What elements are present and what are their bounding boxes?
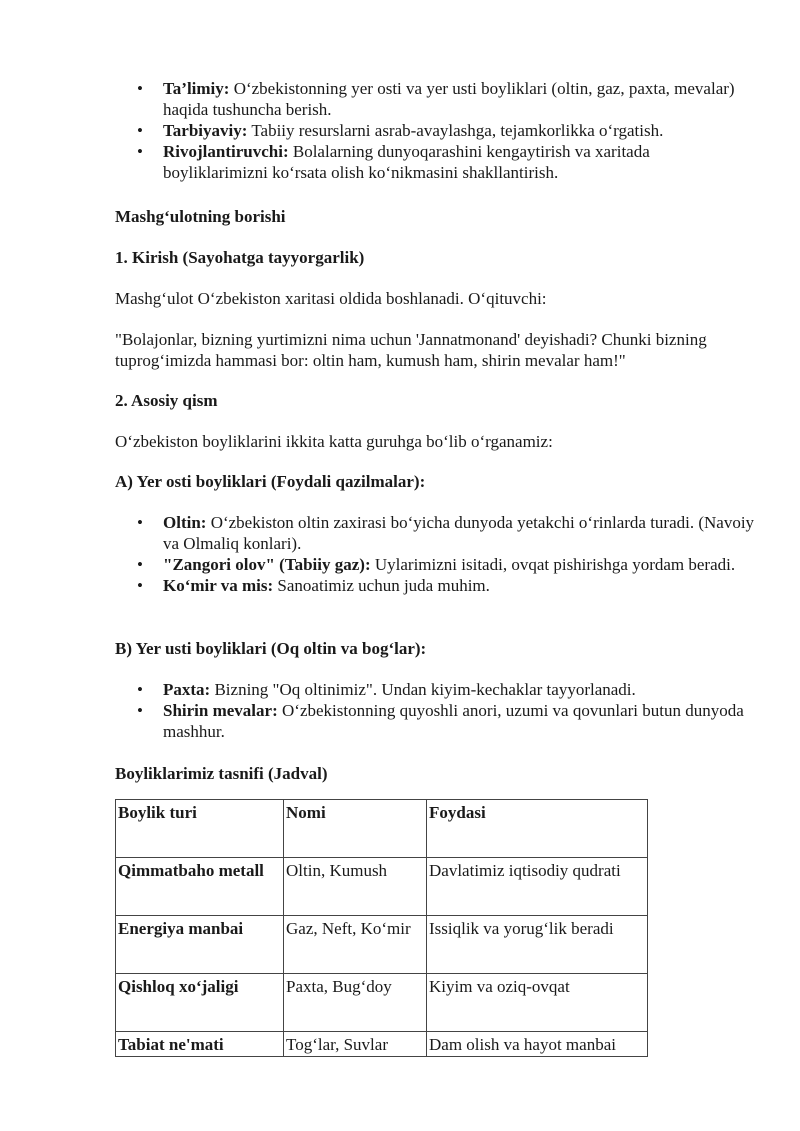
list-item — [115, 78, 755, 120]
group-b-heading: B) Yer usti boyliklari (Oq oltin va bog‘lar): — [115, 639, 427, 658]
table-cell: Qimmatbaho metall — [116, 858, 284, 916]
item-label: Paxta: — [163, 680, 211, 699]
item-text: Sanoatimiz uchun juda muhim. — [273, 576, 490, 595]
group-a-heading: A) Yer osti boyliklari (Foydali qazilmalar): — [115, 472, 426, 491]
item-text: Uylarimizni isitadi, ovqat pishirishga yordam beradi. — [370, 555, 736, 574]
table-cell: Issiqlik va yorug‘lik beradi — [427, 916, 648, 974]
item-label: Ta’limiy: — [163, 79, 230, 98]
table-header-cell: Foydasi — [427, 800, 648, 858]
section1-intro: Mashg‘ulot O‘zbekiston xaritasi oldida boshlanadi. O‘qituvchi: — [115, 289, 547, 308]
table-cell: Dam olish va hayot manbai — [427, 1032, 648, 1057]
table-cell: Oltin, Kumush — [284, 858, 427, 916]
table-title: Boyliklarimiz tasnifi (Jadval) — [115, 764, 328, 783]
table-row — [116, 974, 648, 1032]
item-text: Bizning "Oq oltinimiz". Undan kiyim-kechaklar tayyorlanadi. — [210, 680, 636, 699]
list-item — [115, 679, 755, 700]
item-text: O‘zbekiston oltin zaxirasi bo‘yicha dunyoda yetakchi o‘rinlarda turadi. (Navoiy va Olmaliq konlari). — [163, 513, 755, 553]
item-label: Oltin: — [163, 513, 207, 532]
item-text: O‘zbekistonning yer osti va yer usti boyliklari (oltin, gaz, paxta, mevalar) haqida tushuncha berish. — [163, 79, 735, 119]
section2-intro: O‘zbekiston boyliklarini ikkita katta guruhga bo‘lib o‘rganamiz: — [115, 432, 553, 451]
group-a-list — [115, 512, 760, 596]
section1-heading: 1. Kirish (Sayohatga tayyorgarlik) — [115, 248, 365, 267]
table-cell: Davlatimiz iqtisodiy qudrati — [427, 858, 648, 916]
table-row — [116, 916, 648, 974]
list-item — [115, 700, 755, 742]
table-cell: Gaz, Neft, Ko‘mir — [284, 916, 427, 974]
list-item — [115, 554, 760, 575]
table-cell: Energiya manbai — [116, 916, 284, 974]
lesson-heading: Mashg‘ulotning borishi — [115, 207, 286, 226]
group-b-list — [115, 679, 755, 742]
item-text: O‘zbekistonning quyoshli anori, uzumi va qovunlari butun dunyoda mashhur. — [163, 701, 744, 741]
table-row — [116, 1032, 648, 1057]
table-header-cell: Nomi — [284, 800, 427, 858]
table-cell: Paxta, Bug‘doy — [284, 974, 427, 1032]
item-label: "Zangori olov" (Tabiiy gaz): — [163, 555, 371, 574]
list-item — [115, 120, 755, 141]
table-cell: Tabiat ne'mati — [116, 1032, 284, 1057]
table-row — [116, 858, 648, 916]
section1-quote: "Bolajonlar, bizning yurtimizni nima uchun 'Jannatmonand' deyishadi? Chunki bizning tuprog‘imizda hammasi bor: oltin ham, kumush ham, shirin mevalar ham!" — [115, 330, 707, 370]
table-header-cell: Boylik turi — [116, 800, 284, 858]
item-text: Tabiiy resurslarni asrab-avaylashga, tejamkorlikka o‘rgatish. — [247, 121, 664, 140]
table-header-row — [116, 800, 648, 858]
section2-heading: 2. Asosiy qism — [115, 391, 218, 410]
table-cell: Qishloq xo‘jaligi — [116, 974, 284, 1032]
list-item — [115, 512, 760, 554]
table-cell: Tog‘lar, Suvlar — [284, 1032, 427, 1057]
objectives-list — [115, 78, 755, 183]
table-cell: Kiyim va oziq-ovqat — [427, 974, 648, 1032]
item-label: Shirin mevalar: — [163, 701, 278, 720]
item-text: Bolalarning dunyoqarashini kengaytirish va xaritada boyliklarimizni ko‘rsata olish ko‘nikmasini shakllantirish. — [163, 142, 650, 182]
item-label: Rivojlantiruvchi: — [163, 142, 289, 161]
list-item — [115, 575, 760, 596]
resources-table — [115, 799, 648, 1057]
list-item — [115, 141, 755, 183]
item-label: Ko‘mir va mis: — [163, 576, 274, 595]
item-label: Tarbiyaviy: — [163, 121, 248, 140]
